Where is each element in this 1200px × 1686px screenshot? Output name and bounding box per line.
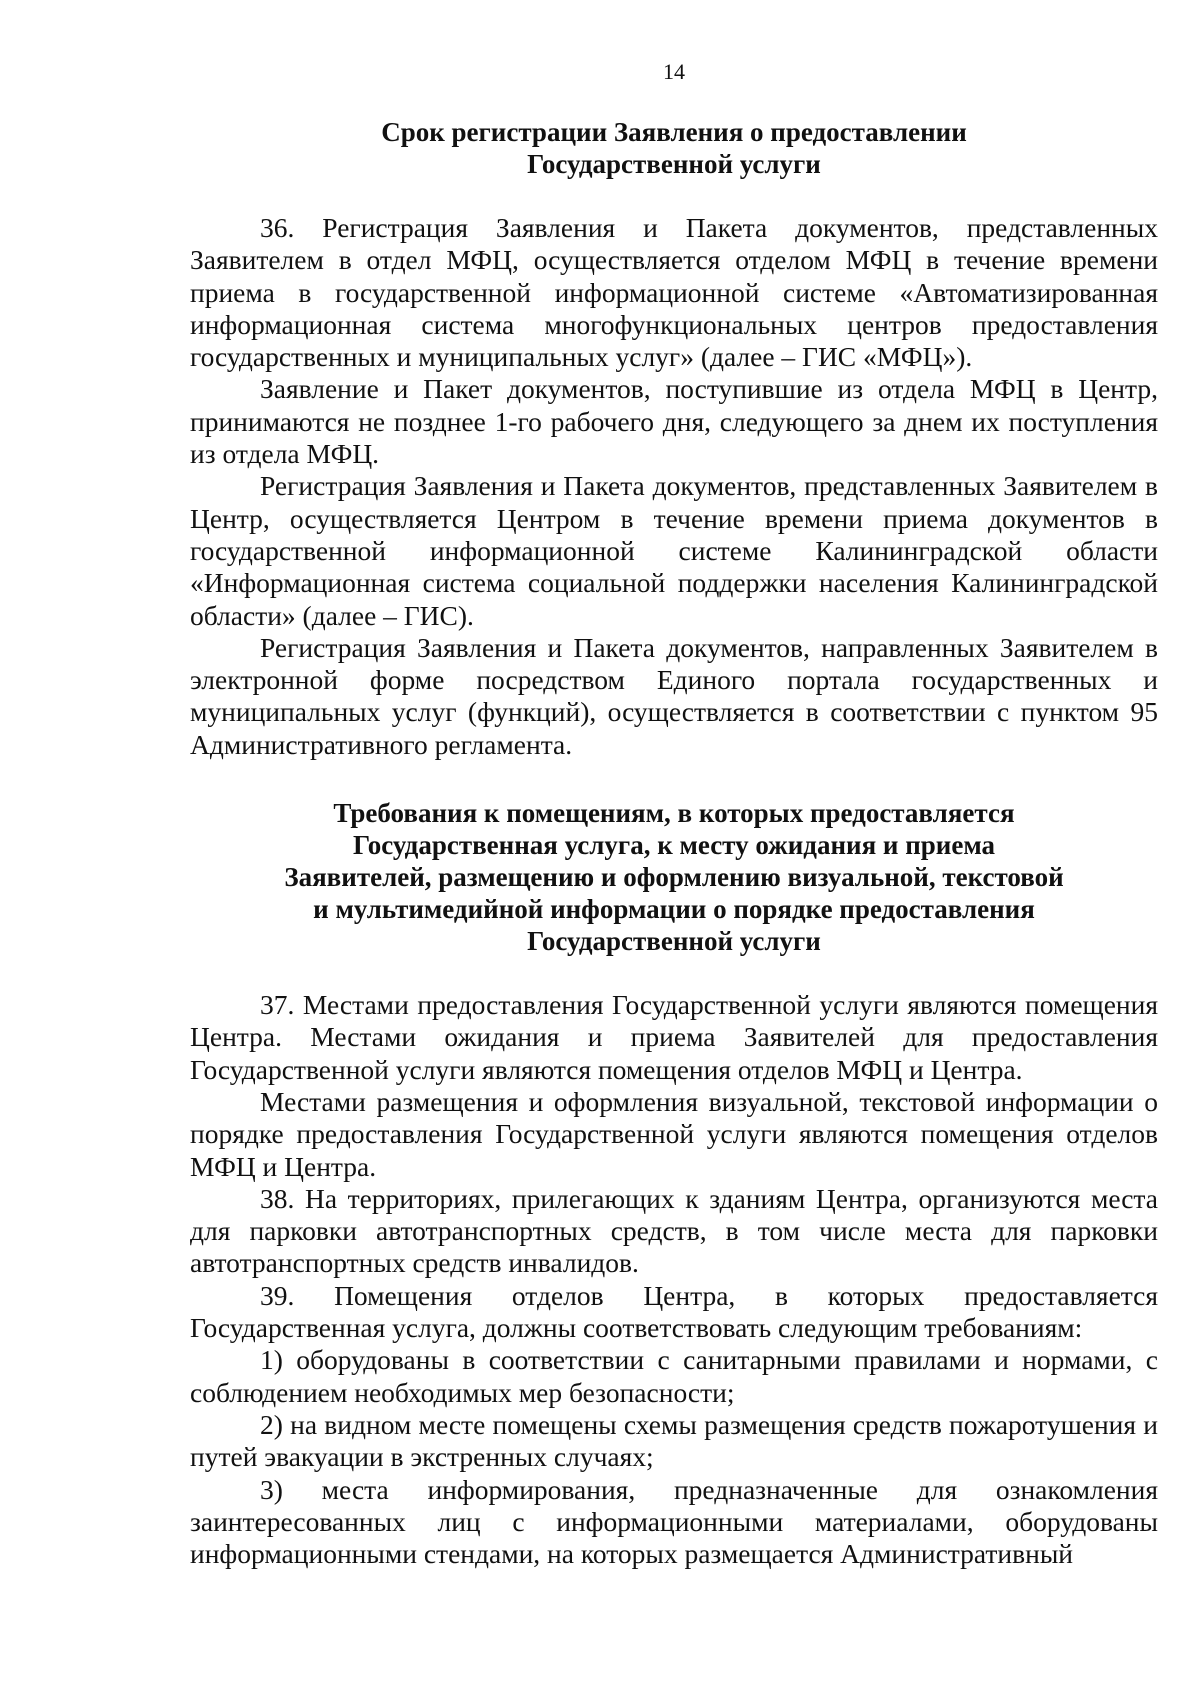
paragraph: 36. Регистрация Заявления и Пакета документов, представленных Заявителем в отдел МФЦ, осуществляется отделом МФЦ в течение времени приема в государственной информационной системе «Автоматизированная информационная система многофункциональных центров предоставления государственных и муниципальных услуг» (далее – ГИС «МФЦ»). [190, 212, 1158, 373]
paragraph: 39. Помещения отделов Центра, в которых предоставляется Государственная услуга, должны соответствовать следующим требованиям: [190, 1279, 1158, 1344]
page-number: 14 [663, 59, 685, 84]
list-item: 3) места информирования, предназначенные для ознакомления заинтересованных лиц с информационными материалами, оборудованы информационными стендами, на которых размещается Административный [190, 1473, 1158, 1570]
heading-line: Требования к помещениям, в которых предоставляется [333, 798, 1015, 829]
paragraph: 37. Местами предоставления Государственной услуги являются помещения Центра. Местами ожидания и приема Заявителей для предоставления Государственной услуги являются помещения отделов МФЦ и Центра. [190, 989, 1158, 1085]
heading-line: Государственная услуга, к месту ожидания и приема [352, 830, 996, 861]
heading-line: и мультимедийной информации о порядке предоставления [313, 894, 1035, 925]
section-heading [190, 116, 1158, 180]
list-item: 1) оборудованы в соответствии с санитарными правилами и нормами, с соблюдением необходимых мер безопасности; [190, 1344, 1158, 1408]
paragraph: Местами размещения и оформления визуальной, текстовой информации о порядке предоставления Государственной услуги являются помещения отделов МФЦ и Центра. [190, 1085, 1158, 1182]
section-registration-deadline [190, 116, 1158, 761]
paragraph: Заявление и Пакет документов, поступившие из отдела МФЦ в Центр, принимаются не позднее 1-го рабочего дня, следующего за днем их поступления из отдела МФЦ. [190, 373, 1158, 470]
document-page [190, 58, 1158, 1570]
heading-line: Заявителей, размещению и оформлению визуальной, текстовой [284, 862, 1064, 893]
heading-line: Срок регистрации Заявления о предоставлении [381, 117, 967, 147]
paragraph: Регистрация Заявления и Пакета документов, направленных Заявителем в электронной форме посредством Единого портала государственных и муниципальных услуг (функций), осуществляется в соответствии с пунктом 95 Административного регламента. [190, 631, 1158, 760]
section-premises-requirements [190, 797, 1158, 1570]
paragraph: Регистрация Заявления и Пакета документов, представленных Заявителем в Центр, осуществляется Центром в течение времени приема документов в государственной информационной системе Калининградской области «Информационная система социальной поддержки населения Калининградской области» (далее – ГИС). [190, 470, 1158, 631]
heading-line: Государственной услуги [527, 926, 821, 957]
section-heading [190, 797, 1158, 957]
paragraph: 38. На территориях, прилегающих к зданиям Центра, организуются места для парковки автотранспортных средств, в том числе места для парковки автотранспортных средств инвалидов. [190, 1182, 1158, 1279]
heading-line: Государственной услуги [527, 149, 821, 179]
list-item: 2) на видном месте помещены схемы размещения средств пожаротушения и путей эвакуации в экстренных случаях; [190, 1408, 1158, 1473]
